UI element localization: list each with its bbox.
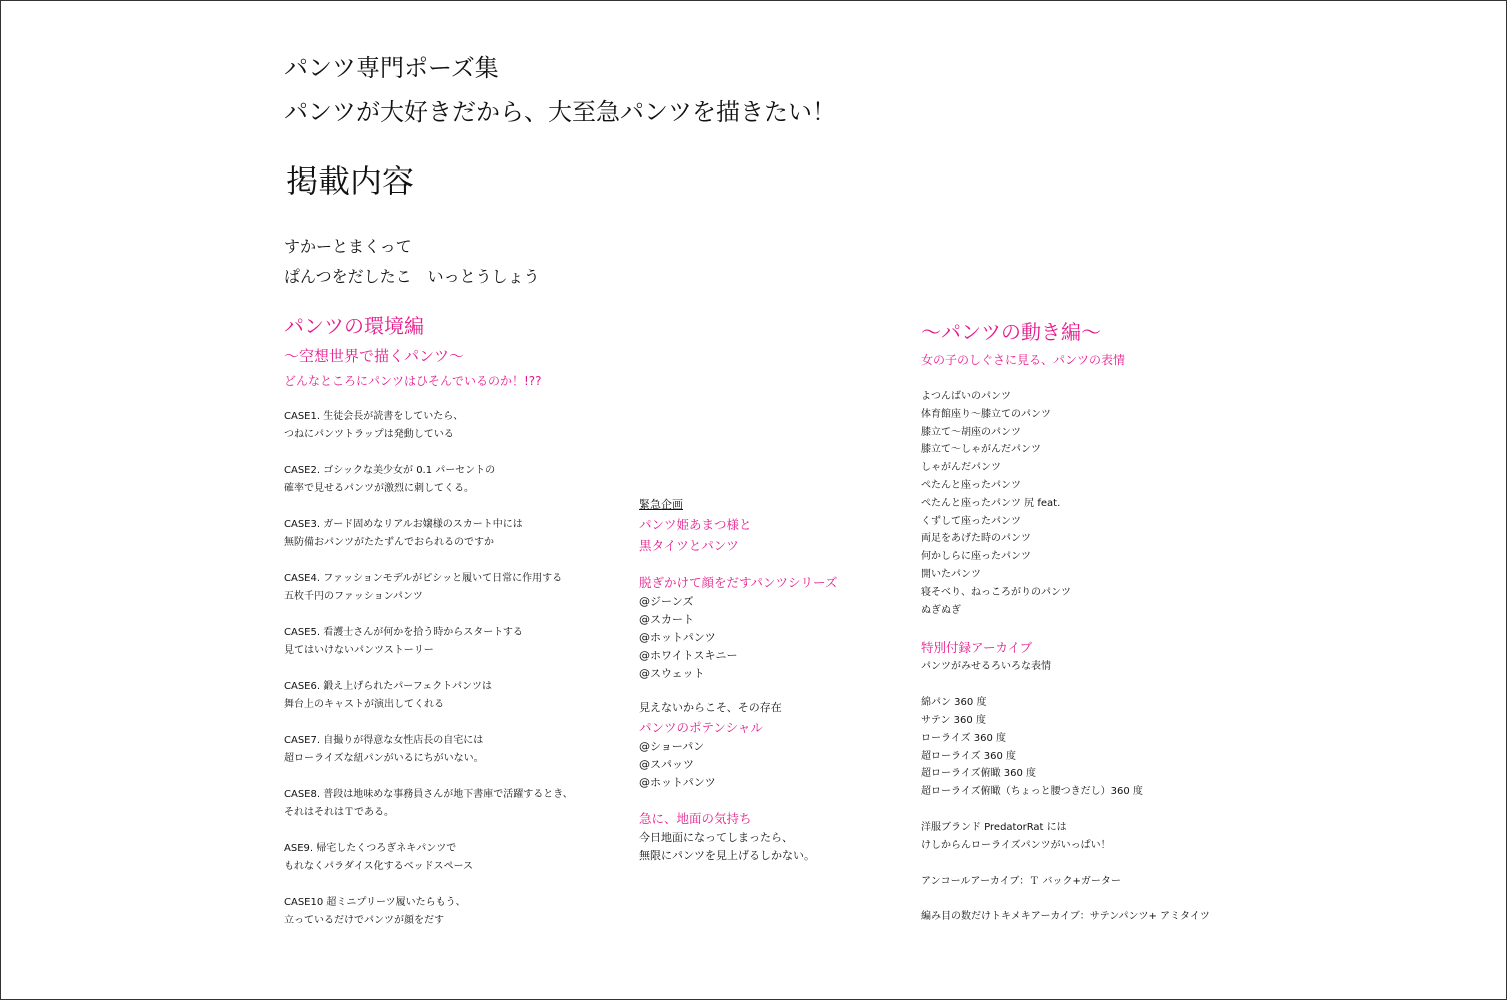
motion-item: 膝立て～胡座のパンツ	[921, 426, 1021, 438]
series-item: @ホワイトスキニー	[639, 649, 738, 662]
case-line: CASE2. ゴシックな美少女が 0.1 パーセントの	[284, 465, 496, 476]
contents-heading: 掲載内容	[286, 162, 415, 200]
motion-subtitle: 女の子のしぐさに見る、パンツの表情	[921, 353, 1126, 367]
case-line: 無防備おパンツがたたずんでおられるのですか	[284, 537, 494, 548]
archive-item: ローライズ 360 度	[921, 732, 1007, 744]
motion-list	[921, 388, 1210, 619]
motion-item: 何かしらに座ったパンツ	[921, 551, 1031, 563]
case-line: もれなくパラダイス化するベッドスペース	[284, 861, 473, 872]
archive-item: 超ローライズ俯瞰 360 度	[921, 768, 1037, 780]
series-item: @スウェット	[639, 667, 705, 680]
motion-item: よつんばいのパンツ	[921, 391, 1011, 402]
case-line: 五枚千円のファッションパンツ	[284, 591, 423, 602]
environment-tagline: どんなところにパンツはひそんでいるのか！!??	[284, 374, 542, 388]
motion-item: しゃがんだパンツ	[921, 462, 1001, 474]
potential-item: @ホットパンツ	[639, 776, 716, 789]
case-item	[284, 894, 573, 930]
case-line: CASE3. ガード固めなリアルお嬢様のスカート中には	[284, 519, 523, 530]
ground-line: 無限にパンツを見上げるしかない。	[639, 849, 815, 862]
potential-item: @スパッツ	[639, 758, 694, 771]
case-line: CASE8. 普段は地味めな事務員さんが地下書庫で活躍するとき、	[284, 789, 573, 800]
motion-item: ぬぎぬぎ	[921, 604, 961, 616]
intro-text	[284, 232, 540, 292]
motion-item: 寝そべり、ねっころがりのパンツ	[921, 586, 1071, 598]
emergency-heading-2: 黒タイツとパンツ	[639, 538, 739, 553]
environment-subtitle: ～空想世界で描くパンツ～	[284, 347, 465, 365]
archive-heading: 特別付録アーカイブ	[921, 640, 1033, 656]
motion-item: くずして座ったパンツ	[921, 515, 1021, 527]
case-item	[284, 408, 573, 444]
title-line-1: パンツ専門ポーズ集	[284, 54, 499, 82]
emergency-label: 緊急企画	[639, 498, 683, 511]
motion-item: 開いたパンツ	[921, 568, 981, 580]
motion-item: 膝立て～しゃがんだパンツ	[921, 444, 1041, 456]
case-line: それはそれはＴである。	[284, 807, 394, 818]
case-list	[284, 408, 573, 948]
series-item: @ホットパンツ	[639, 631, 716, 644]
potential-item: @ショーパン	[639, 740, 705, 753]
ground-heading: 急に、地面の気持ち	[639, 811, 752, 826]
case-line: つねにパンツトラップは発動している	[284, 429, 454, 440]
case-line: 見てはいけないパンツストーリー	[284, 645, 434, 656]
environment-title: パンツの環境編	[284, 314, 424, 338]
archive-item: サテン 360 度	[921, 714, 986, 726]
case-line: ASE9. 帰宅したくつろぎネキパンツで	[284, 843, 457, 854]
case-item	[284, 624, 573, 660]
case-item	[284, 786, 573, 822]
potential-heading: パンツのポテンシャル	[639, 720, 763, 735]
potential-label: 見えないからこそ、その存在	[639, 701, 782, 714]
potential-list	[639, 738, 837, 792]
case-line: 超ローライズな紐パンがいるにちがいない。	[284, 753, 484, 764]
middle-column	[639, 496, 837, 865]
case-line: CASE1. 生徒会長が読書をしていたら、	[284, 411, 464, 422]
case-line: CASE4. ファッションモデルがピシッと履いて日常に作用する	[284, 573, 563, 584]
series-item: @ジーンズ	[639, 595, 694, 608]
case-line: CASE5. 看護士さんが何かを拾う時からスタートする	[284, 627, 523, 638]
right-column	[921, 388, 1210, 926]
ground-line: 今日地面になってしまったら、	[639, 831, 793, 844]
case-item	[284, 570, 573, 606]
archive-subtitle: パンツがみせるろいろな表情	[921, 661, 1051, 673]
archive-item: 超ローライズ 360 度	[921, 750, 1017, 762]
archive-list	[921, 694, 1210, 801]
brand-line: 洋服ブランド PredatorRat には	[921, 821, 1067, 833]
intro-line: ぱんつをだしたこ いっとうしょう	[284, 267, 540, 286]
motion-item: ぺたんと座ったパンツ	[921, 479, 1021, 491]
title-line-2: パンツが大好きだから、大至急パンツを描きたい！	[284, 98, 836, 126]
motion-item: ぺたんと座ったパンツ 尻 feat.	[921, 497, 1061, 509]
case-line: 立っているだけでパンツが顔をだす	[284, 915, 444, 926]
series-heading: 脱ぎかけて顔をだすパンツシリーズ	[639, 575, 838, 590]
case-item	[284, 516, 573, 552]
case-line: 確率で見せるパンツが激烈に刺してくる。	[284, 483, 474, 494]
case-item	[284, 678, 573, 714]
case-item	[284, 840, 573, 876]
case-line: CASE10 超ミニプリーツ履いたらもう、	[284, 897, 466, 908]
case-item	[284, 732, 573, 768]
series-list	[639, 593, 837, 683]
motion-item: 両足をあげた時のパンツ	[921, 533, 1031, 545]
encore-line: アンコールアーカイブ：Ｔ バック+ガーター	[921, 875, 1121, 887]
archive-item: 超ローライズ俯瞰（ちょっと腰つきだし）360 度	[921, 786, 1143, 798]
case-item	[284, 462, 573, 498]
brand-line: けしからんローライズパンツがいっぱい！	[921, 839, 1111, 851]
archive-item: 綿パン 360 度	[921, 697, 987, 709]
case-line: 舞台上のキャストが演出してくれる	[284, 699, 444, 710]
emergency-heading-1: パンツ姫あまつ様と	[639, 517, 752, 532]
case-line: CASE7. 自撮りが得意な女性店長の自宅には	[284, 735, 484, 746]
motion-item: 体育館座り～膝立てのパンツ	[921, 408, 1051, 420]
intro-line: すかーとまくって	[284, 237, 412, 256]
mesh-line: 編み目の数だけトキメキアーカイブ：サテンパンツ+ アミタイツ	[921, 911, 1210, 923]
motion-title: ～パンツの動き編～	[921, 320, 1101, 344]
case-line: CASE6. 鍛え上げられたパーフェクトパンツは	[284, 681, 493, 692]
series-item: @スカート	[639, 613, 694, 626]
